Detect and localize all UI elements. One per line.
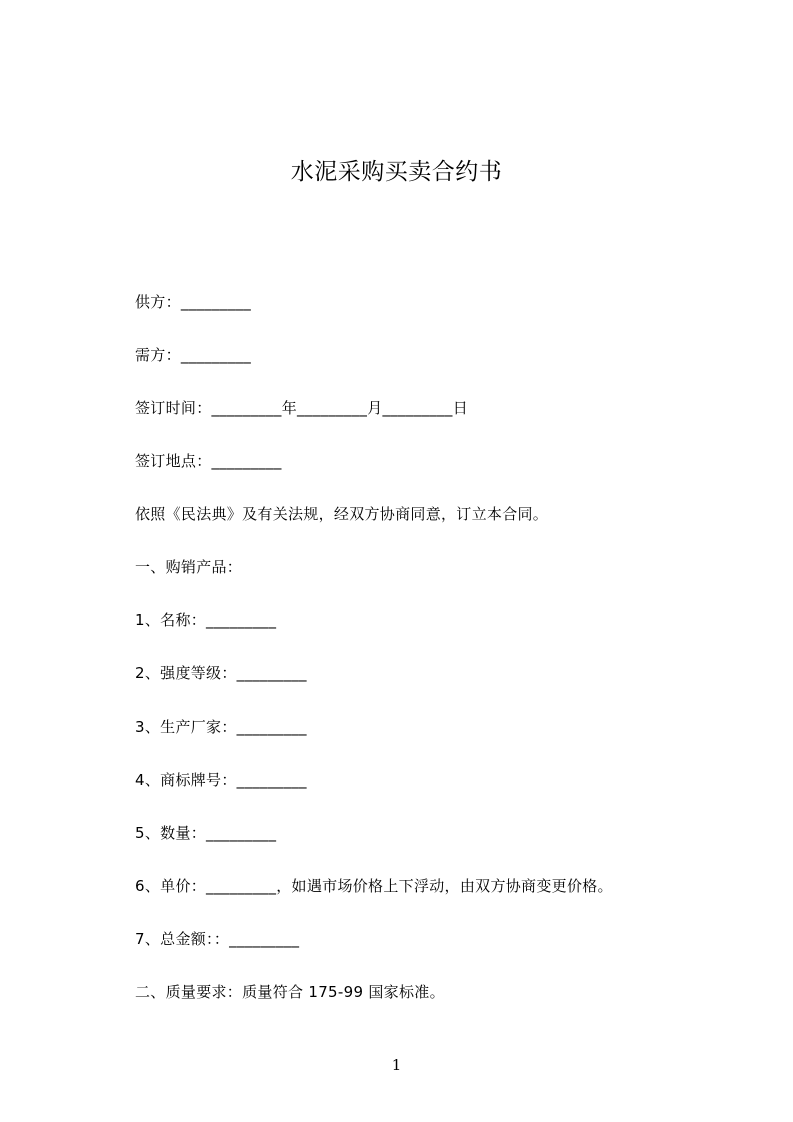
section-quality-requirement: 二、质量要求：质量符合 175-99 国家标准。 <box>135 983 445 1001</box>
total-amount-line: 7、总金额：：_________ <box>135 930 300 948</box>
brand-number-line: 4、商标牌号：_________ <box>135 771 307 789</box>
quantity-line: 5、数量：_________ <box>135 824 277 842</box>
buyer-line: 需方：_________ <box>135 346 252 364</box>
signing-date-line: 签订时间：_________年_________月_________日 <box>135 399 469 417</box>
unit-price-line: 6、单价：_________，如遇市场价格上下浮动，由双方协商变更价格。 <box>135 877 613 895</box>
section-products-heading: 一、购销产品： <box>135 558 243 576</box>
supplier-line: 供方：_________ <box>135 293 252 311</box>
contract-basis-paragraph: 依照《民法典》及有关法规，经双方协商同意，订立本合同。 <box>135 505 549 523</box>
product-name-line: 1、名称：_________ <box>135 611 277 629</box>
page-number: 1 <box>391 1056 402 1074</box>
signing-location-line: 签订地点：_________ <box>135 452 282 470</box>
strength-grade-line: 2、强度等级：_________ <box>135 664 307 682</box>
manufacturer-line: 3、生产厂家：_________ <box>135 718 307 736</box>
document-title: 水泥采购买卖合约书 <box>290 159 503 186</box>
